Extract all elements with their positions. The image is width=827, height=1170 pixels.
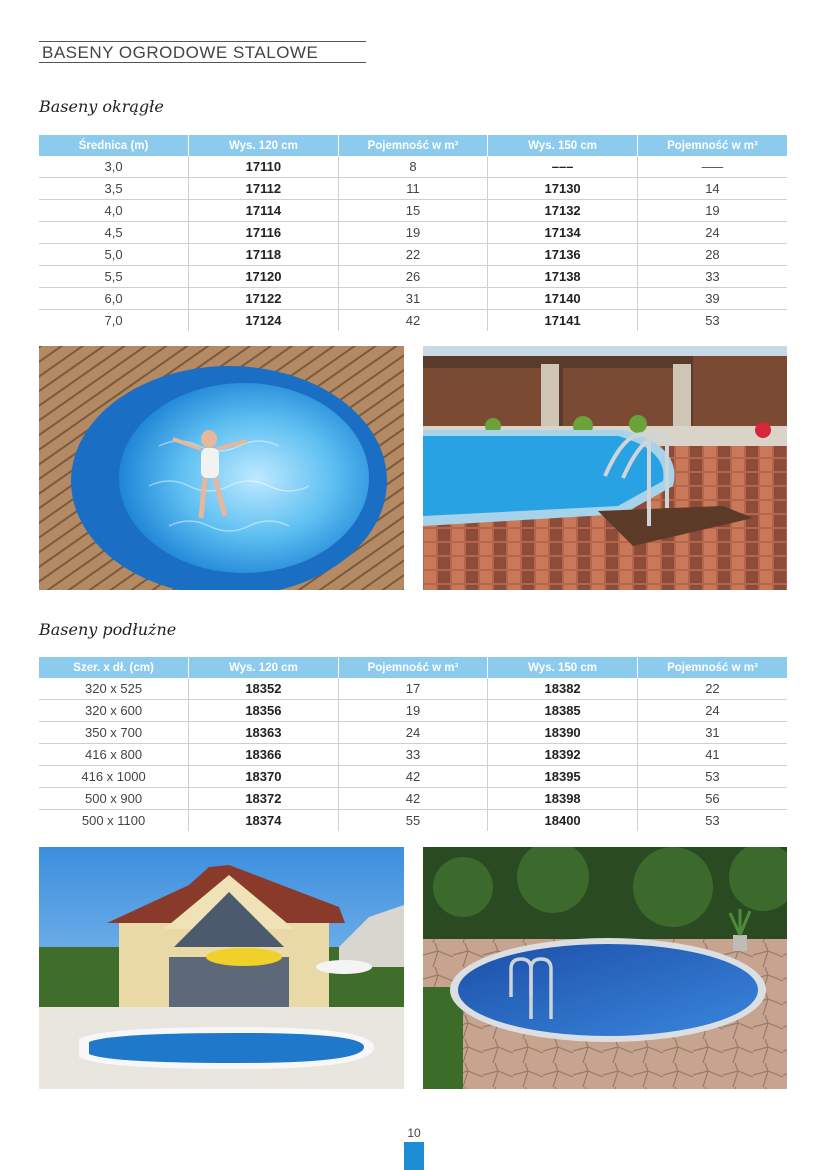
- table-cell: –––: [637, 156, 787, 178]
- table-cell: 41: [637, 744, 787, 766]
- column-header: Pojemność w m³: [637, 657, 787, 678]
- table-cell: 18398: [488, 788, 638, 810]
- table-row: [39, 156, 787, 178]
- round-pools-title: Baseny okrągłe: [39, 97, 164, 116]
- table-row: [39, 288, 787, 310]
- table-cell: 14: [637, 178, 787, 200]
- table-cell: –––: [488, 156, 638, 178]
- table-row: [39, 266, 787, 288]
- table-row: [39, 722, 787, 744]
- table-row: [39, 678, 787, 700]
- table-cell: 17138: [488, 266, 638, 288]
- table-cell: 15: [338, 200, 488, 222]
- table-cell: 53: [705, 313, 720, 328]
- column-header: Wys. 120 cm: [189, 657, 339, 678]
- oval-pool-stone-photo: [423, 847, 787, 1089]
- table-cell: 500 x 900: [39, 788, 189, 810]
- column-header: Wys. 150 cm: [488, 657, 638, 678]
- table-cell: 18372: [189, 788, 339, 810]
- page-tab-marker: [404, 1142, 424, 1170]
- table-cell: 17116: [189, 222, 339, 244]
- table-row: [39, 788, 787, 810]
- column-header: Średnica (m): [39, 135, 189, 156]
- table-cell: 17122: [189, 288, 339, 310]
- column-header: Wys. 120 cm: [189, 135, 339, 156]
- table-cell: 33: [637, 266, 787, 288]
- column-header: Wys. 150 cm: [488, 135, 638, 156]
- table-cell: 22: [338, 244, 488, 266]
- table-cell: 18352: [189, 678, 339, 700]
- table-cell: 18395: [488, 766, 638, 788]
- oval-pools-table: [39, 657, 787, 831]
- table-cell: 6,0: [39, 288, 189, 310]
- table-cell: 18390: [488, 722, 638, 744]
- table-cell: 500 x 1100: [39, 810, 189, 832]
- table-cell: 17112: [189, 178, 339, 200]
- table-cell: 17136: [488, 244, 638, 266]
- column-header: Pojemność w m³: [338, 657, 488, 678]
- table-cell: 26: [338, 266, 488, 288]
- table-cell: 350 x 700: [39, 722, 189, 744]
- table-cell: 53: [705, 813, 720, 828]
- column-header: Szer. x dł. (cm): [39, 657, 189, 678]
- table-row: [39, 766, 787, 788]
- column-header: Pojemność w m³: [338, 135, 488, 156]
- table-cell: 18400: [488, 810, 638, 832]
- table-cell: 19: [338, 700, 488, 722]
- table-cell: 17118: [189, 244, 339, 266]
- table-cell: 18366: [189, 744, 339, 766]
- table-cell: 19: [637, 200, 787, 222]
- table-cell: 5,5: [39, 266, 189, 288]
- house-oval-pool-photo: [39, 847, 404, 1089]
- table-cell: 28: [637, 244, 787, 266]
- table-cell: 3,5: [39, 178, 189, 200]
- table-cell: 416 x 800: [39, 744, 189, 766]
- table-cell: 24: [338, 722, 488, 744]
- table-cell: 56: [637, 788, 787, 810]
- table-cell: 22: [637, 678, 787, 700]
- table-row: [39, 310, 787, 332]
- table-header-row: [39, 657, 787, 678]
- table-row: [39, 810, 787, 832]
- table-cell: 18363: [189, 722, 339, 744]
- table-cell: 17140: [488, 288, 638, 310]
- table-cell: 17132: [488, 200, 638, 222]
- table-cell: 320 x 600: [39, 700, 189, 722]
- column-header: Pojemność w m³: [637, 135, 787, 156]
- table-cell: 11: [338, 178, 488, 200]
- table-cell: 18382: [488, 678, 638, 700]
- round-pool-deck-photo: [39, 346, 404, 590]
- table-cell: 3,0: [39, 156, 189, 178]
- round-pools-table: [39, 135, 787, 331]
- table-cell: 17141: [488, 310, 638, 332]
- table-cell: 5,0: [39, 244, 189, 266]
- table-cell: 18370: [189, 766, 339, 788]
- table-row: [39, 178, 787, 200]
- table-cell: 19: [338, 222, 488, 244]
- table-cell: 18392: [488, 744, 638, 766]
- table-cell: 42: [338, 788, 488, 810]
- round-pool-garden-photo: [423, 346, 787, 590]
- table-cell: 320 x 525: [39, 678, 189, 700]
- table-cell: 18356: [189, 700, 339, 722]
- table-cell: 4,5: [39, 222, 189, 244]
- table-cell: 17110: [189, 156, 339, 178]
- page-number: 10: [407, 1126, 421, 1140]
- oval-pools-title: Baseny podłużne: [39, 620, 177, 639]
- table-cell: 7,0: [39, 310, 189, 332]
- table-cell: 17120: [189, 266, 339, 288]
- table-row: [39, 200, 787, 222]
- table-cell: 42: [338, 310, 488, 332]
- table-row: [39, 222, 787, 244]
- table-header-row: [39, 135, 787, 156]
- table-cell: 33: [338, 744, 488, 766]
- table-cell: 55: [338, 810, 488, 832]
- table-cell: 24: [637, 700, 787, 722]
- table-cell: 31: [637, 722, 787, 744]
- table-cell: 416 x 1000: [39, 766, 189, 788]
- table-row: [39, 244, 787, 266]
- table-cell: 4,0: [39, 200, 189, 222]
- table-row: [39, 744, 787, 766]
- table-cell: 24: [637, 222, 787, 244]
- table-cell: 17114: [189, 200, 339, 222]
- table-cell: 18385: [488, 700, 638, 722]
- table-cell: 17124: [189, 310, 339, 332]
- table-cell: 39: [637, 288, 787, 310]
- table-cell: 31: [338, 288, 488, 310]
- table-cell: 17: [338, 678, 488, 700]
- table-cell: 53: [637, 766, 787, 788]
- table-row: [39, 700, 787, 722]
- page-title: BASENY OGRODOWE STALOWE: [39, 41, 366, 63]
- table-cell: 17130: [488, 178, 638, 200]
- table-cell: 8: [338, 156, 488, 178]
- table-cell: 42: [338, 766, 488, 788]
- table-cell: 17134: [488, 222, 638, 244]
- table-cell: 18374: [189, 810, 339, 832]
